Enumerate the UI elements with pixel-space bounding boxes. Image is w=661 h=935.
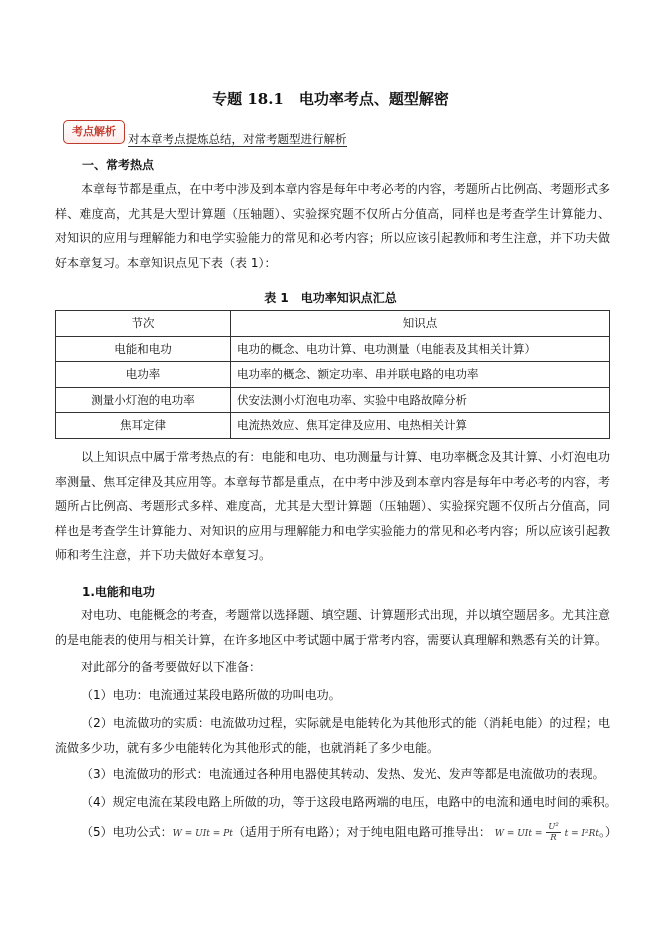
table-cell-section: 电能和电功 [56, 336, 231, 362]
energy-work-paragraph: 对电功、电能概念的考查，考题常以选择题、填空题、计算题形式出现，并以填空题居多。尤其注意的是电能表的使用与相关计算，在许多地区中考试题中属于常考内容，需要认真理解和熟悉有关的计算。 [55, 608, 610, 647]
intro-paragraph: 本章每节都是重点，在中考中涉及到本章内容是每年中考必考的内容，考题所占比例高、考题形式多样、难度高，尤其是大型计算题（压轴题）、实验探究题不仅所占分值高，同样也是考查学生计算能力、对知识的应用与理解能力和电学实验能力的常见和必考内容；所以应该引起教师和考生注意，并下功夫做好本章复习。本章知识点见下表（表 1）： [55, 182, 610, 270]
pure-resistance-formula-right: t = I²Rt [564, 829, 600, 839]
table-header-points: 知识点 [231, 311, 610, 337]
table-cell-points: 电功率的概念、额定功率、串并联电路的电功率 [231, 362, 610, 388]
table-row [56, 387, 610, 413]
table-row [56, 362, 610, 388]
table-row [56, 413, 610, 439]
table-header-section: 节次 [56, 311, 231, 337]
list-item: （4）规定电流在某段电路上所做的功，等于这段电路两端的电压，电路中的电流和通电时间的乘积。 [81, 795, 617, 809]
table-cell-section: 测量小灯泡的电功率 [56, 387, 231, 413]
pure-resistance-formula-left: W = UIt = [494, 829, 543, 839]
formula-mid: （适用于所有电路）；对于纯电阻电路可推导出： [232, 825, 491, 839]
page-title: 专题 18.1 电功率考点、题型解密 [212, 90, 449, 108]
list-item: （1）电功：电流通过某段电路所做的功叫电功。 [81, 688, 341, 702]
table-cell-section: 焦耳定律 [56, 413, 231, 439]
table-header-row [56, 311, 610, 337]
table-cell-points: 电功的概念、电功计算、电功测量（电能表及其相关计算） [231, 336, 610, 362]
work-formula: W = UIt = Pt [172, 829, 233, 839]
section-heading-energy-work: 1.电能和电功 [82, 585, 155, 599]
list-item: （3）电流做功的形式：电流通过各种用电器使其转动、发热、发光、发声等都是电流做功的表现。 [81, 767, 605, 781]
table-cell-points: 电流热效应、焦耳定律及应用、电热相关计算 [231, 413, 610, 439]
table-cell-section: 电功率 [56, 362, 231, 388]
table-row [56, 336, 610, 362]
list-item: （2）电流做功的实质：电流做功过程，实际就是电能转化为其他形式的能（消耗电能）的过程；电流做多少功，就有多少电能转化为其他形式的能，也就消耗了多少电能。 [55, 716, 610, 755]
formula-prefix: （5）电功公式： [81, 825, 173, 839]
section-heading-hot-topics: 一、常考热点 [82, 158, 155, 172]
fraction [546, 822, 561, 843]
summary-paragraph: 以上知识点中属于常考热点的有：电能和电功、电功测量与计算、电功率概念及其计算、小灯泡电功率测量、焦耳定律及其应用等。本章每节都是重点，在中考中涉及到本章内容是每年中考必考的内容，考题所占比例高、考题形式多样、难度高，尤其是大型计算题（压轴题）、实验探究题不仅所占分值高，同样也是考查学生计算能力、对知识的应用与理解能力和电学实验能力的常见和必考内容；所以应该引起教师和考生注意，并下功夫做好本章复习。 [55, 450, 610, 562]
table-caption: 表 1 电功率知识点汇总 [264, 291, 397, 305]
fraction-numerator: U² [548, 822, 559, 832]
formula-suffix: 。） [599, 825, 618, 839]
fraction-denominator: R [550, 833, 557, 843]
formula-line [55, 820, 641, 847]
prep-intro: 对此部分的备考要做好以下准备： [81, 660, 262, 674]
knowledge-table [55, 310, 610, 439]
table-cell-points: 伏安法测小灯泡电功率、实验中电路故障分析 [231, 387, 610, 413]
badge-subtitle: 对本章考点提炼总结，对常考题型进行解析 [128, 132, 347, 146]
section-badge: 考点解析 [63, 120, 125, 144]
